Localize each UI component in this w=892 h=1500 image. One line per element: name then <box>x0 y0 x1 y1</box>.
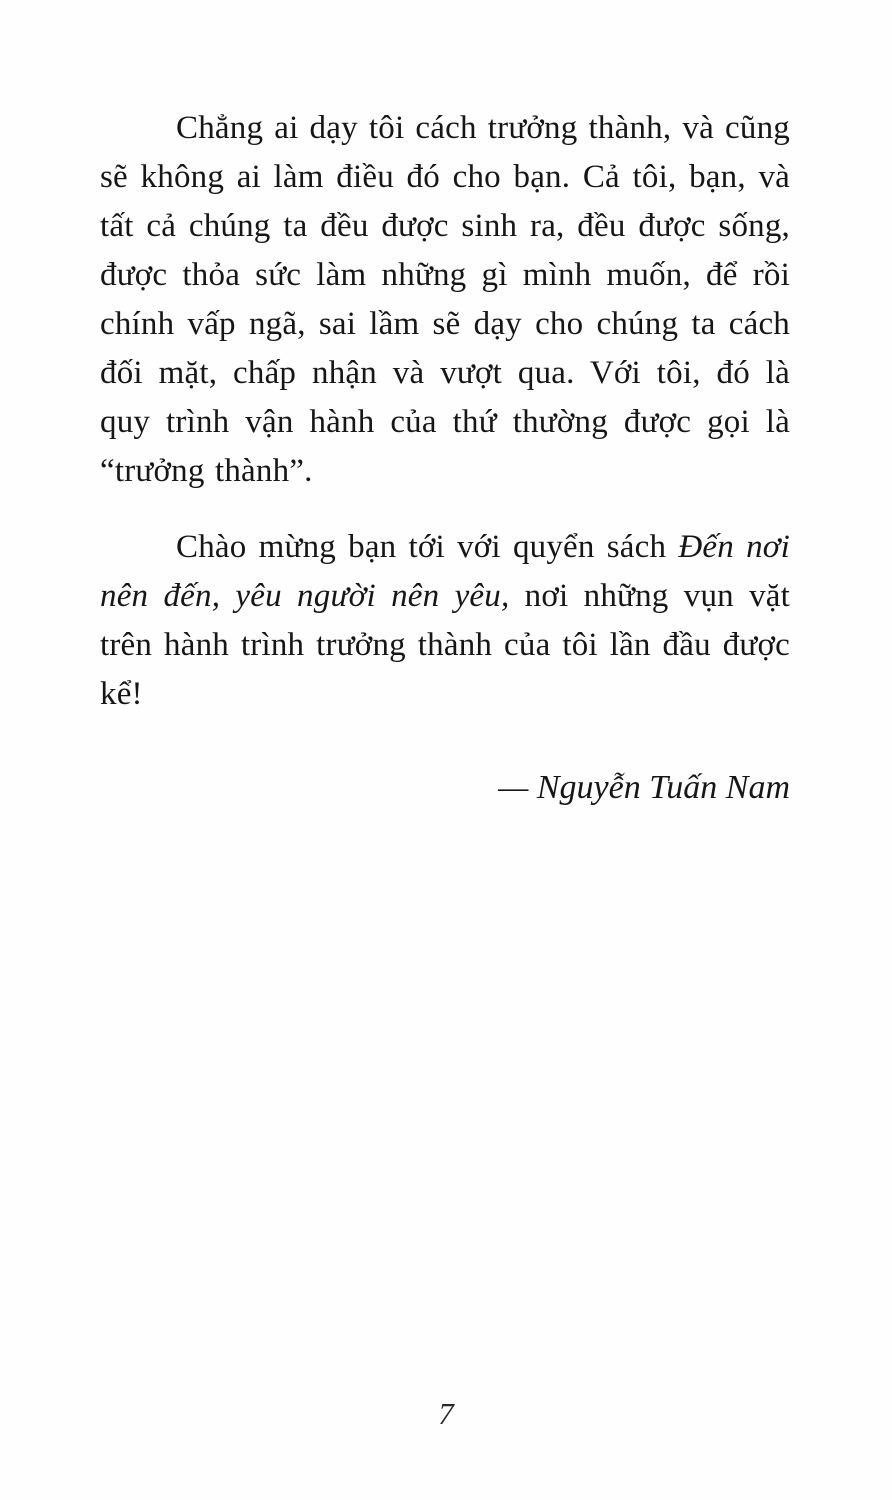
paragraph-welcome-segment-normal-2: nơi những vụn vặt trên hành trình trưởng thành của tôi lần đầu được kể! <box>100 578 791 712</box>
author-signature: — Nguyễn Tuấn Nam <box>498 769 790 806</box>
paragraph-welcome <box>100 523 790 719</box>
paragraph-intro: Chẳng ai dạy tôi cách trưởng thành, và cũng sẽ không ai làm điều đó cho bạn. Cả tôi, bạn, và tất cả chúng ta đều được sinh ra, đều được sống, được thỏa sức làm những gì mình muốn, để rồi chính vấp ngã, sai lầm sẽ dạy cho chúng ta cách đối mặt, chấp nhận và vượt qua. Với tôi, đó là quy trình vận hành của thứ thường được gọi là “trưởng thành”. <box>100 110 790 489</box>
page-number: 7 <box>438 1396 454 1431</box>
paragraph-welcome-segment-normal: Chào mừng bạn tới với quyển sách <box>176 529 679 565</box>
text-block <box>100 104 790 812</box>
book-title-italic: Đến nơi nên đến, yêu người nên yêu, <box>100 529 790 614</box>
